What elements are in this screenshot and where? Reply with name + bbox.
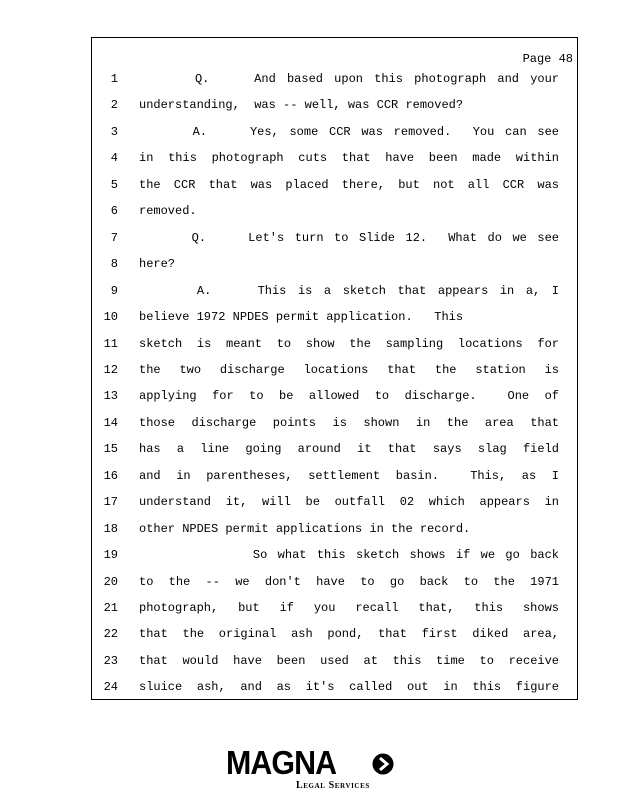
transcript-line [0,72,618,88]
transcript-line [0,416,618,432]
line-text: the two discharge locations that the station is [139,362,559,377]
line-text: understanding, was -- well, was CCR removed? [139,98,464,113]
line-text: to the -- we don't have to go back to the 1971 [139,574,559,589]
line-number: 24 [103,680,118,695]
magna-logo [226,745,396,795]
line-text: sketch is meant to show the sampling locations for [139,336,559,351]
page-number: Page 48 [522,52,573,66]
line-number: 8 [110,257,118,272]
line-text: photograph, but if you recall that, this shows [139,601,559,615]
line-text: that would have been used at this time to receive [139,653,559,668]
transcript-line [0,654,618,670]
line-number: 21 [103,601,118,615]
transcript-line [0,257,618,273]
transcript-line [0,178,618,194]
transcript-line [0,469,618,485]
transcript-line [0,389,618,405]
line-number: 4 [110,151,118,166]
transcript-line [0,522,618,538]
transcript-line [0,680,618,696]
line-number: 22 [103,627,118,642]
line-text: A. This is a sketch that appears in a, I [139,283,559,298]
transcript-line [0,204,618,220]
line-text: other NPDES permit applications in the record. [139,521,471,536]
line-text: those discharge points is shown in the area that [139,415,559,430]
transcript-line [0,310,618,326]
logo-subtitle: Legal Services [296,780,370,791]
transcript-line [0,151,618,167]
line-number: 13 [103,389,118,404]
line-number: 12 [103,362,118,377]
line-number: 20 [103,574,118,589]
line-number: 14 [103,415,118,430]
transcript-line [0,231,618,247]
line-text: has a line going around it that says slag field [139,442,559,457]
line-number: 17 [103,495,118,510]
line-text: removed. [139,204,197,219]
transcript-line [0,337,618,353]
line-number: 23 [103,653,118,668]
line-text: the CCR that was placed there, but not all CCR was [139,177,559,192]
line-number: 15 [103,442,118,457]
line-text: and in parentheses, settlement basin. This, as I [139,468,559,483]
line-text: that the original ash pond, that first diked area, [139,627,559,642]
line-number: 5 [110,177,118,192]
transcript-line [0,627,618,643]
line-text: So what this sketch shows if we go back [139,548,559,563]
line-number: 11 [103,336,118,351]
transcript-line [0,284,618,300]
line-text: Q. And based upon this photograph and your [139,72,559,86]
transcript-line [0,575,618,591]
line-text: here? [139,257,176,272]
transcript-line [0,125,618,141]
line-text: believe 1972 NPDES permit application. This [139,310,464,325]
transcript-line [0,495,618,511]
logo-wordmark: MAGNA [226,744,337,781]
arrow-circle-icon [372,753,394,775]
transcript-line [0,363,618,379]
line-number: 7 [110,230,118,245]
line-number: 9 [110,283,118,298]
line-number: 10 [103,310,118,325]
line-text: sluice ash, and as it's called out in this figure [139,680,559,695]
transcript-line [0,442,618,458]
line-text: A. Yes, some CCR was removed. You can see [139,124,559,139]
line-number: 1 [110,72,118,86]
transcript-line [0,548,618,564]
line-number: 16 [103,468,118,483]
line-number: 2 [110,98,118,113]
line-text: understand it, will be outfall 02 which appears in [139,495,559,510]
line-number: 19 [103,548,118,563]
transcript-line [0,98,618,114]
line-text: applying for to be allowed to discharge. One of [139,389,559,404]
line-number: 3 [110,124,118,139]
line-text: in this photograph cuts that have been made within [139,151,559,166]
line-text: Q. Let's turn to Slide 12. What do we see [139,230,559,245]
line-number: 18 [103,521,118,536]
transcript-line [0,601,618,617]
line-number: 6 [110,204,118,219]
